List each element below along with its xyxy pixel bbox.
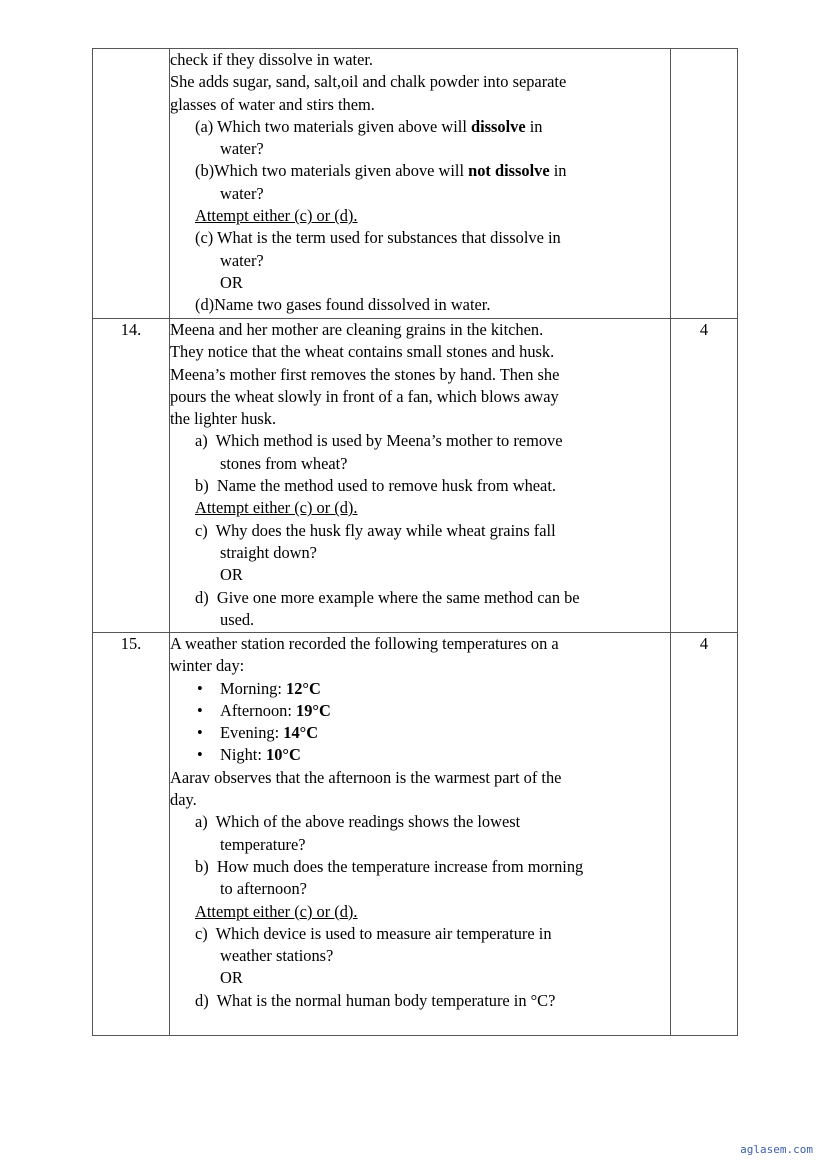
sub-question-a: a) Which of the above readings shows the lowest [195, 812, 521, 832]
question-table [92, 48, 738, 1036]
attempt-instruction: Attempt either (c) or (d). [195, 498, 358, 518]
question-14-body [170, 319, 671, 633]
sub-question-b-cont: to afternoon? [220, 879, 307, 899]
sub-question-b: b) How much does the temperature increase from morning [195, 856, 584, 876]
marks-value: 4 [671, 319, 738, 633]
question-row-14 [93, 319, 738, 633]
sub-question-b-cont: water? [220, 183, 264, 203]
sub-question-c-cont: water? [220, 250, 264, 270]
sub-question-b: b) Name the method used to remove husk from wheat. [195, 476, 556, 496]
sub-question-d-cont: used. [220, 609, 255, 629]
sub-question-d: d) Give one more example where the same method can be [195, 587, 580, 607]
question-number: 14. [93, 319, 170, 633]
question-text: glasses of water and stirs them. [170, 94, 375, 114]
sub-question-c: c) Which device is used to measure air temperature in [195, 923, 552, 943]
sub-question-c-cont: straight down? [220, 542, 317, 562]
question-text: Meena’s mother first removes the stones by hand. Then she [170, 364, 560, 384]
sub-question-d: (d)Name two gases found dissolved in water. [195, 295, 491, 315]
question-text: Aarav observes that the afternoon is the warmest part of the [170, 767, 562, 787]
question-number: 15. [93, 633, 170, 1036]
question-text: check if they dissolve in water. [170, 50, 374, 69]
sub-question-d: d) What is the normal human body temperature in °C? [195, 990, 556, 1010]
question-text: pours the wheat slowly in front of a fan, which blows away [170, 386, 559, 406]
sub-question-c-cont: weather stations? [220, 946, 334, 966]
question-number-cell [93, 49, 170, 319]
sub-question-a-cont: temperature? [220, 834, 306, 854]
temperature-list [170, 678, 670, 767]
marks-cell [671, 49, 738, 319]
sub-question-c: c) Why does the husk fly away while wheat grains fall [195, 520, 556, 540]
question-text: She adds sugar, sand, salt,oil and chalk powder into separate [170, 72, 567, 92]
question-row-13 [93, 49, 738, 319]
question-15-body [170, 633, 671, 1036]
question-text: the lighter husk. [170, 409, 277, 429]
sub-question-a-cont: stones from wheat? [220, 453, 348, 473]
sub-question-c: (c) What is the term used for substances that dissolve in [195, 228, 561, 248]
question-row-15 [93, 633, 738, 1036]
list-item: • Night: 10°C [195, 744, 670, 766]
or-label: OR [220, 968, 243, 988]
attempt-instruction: Attempt either (c) or (d). [195, 901, 358, 921]
list-item: • Afternoon: 19°C [195, 700, 670, 722]
or-label: OR [220, 272, 243, 292]
attempt-instruction: Attempt either (c) or (d). [195, 206, 358, 226]
question-text: A weather station recorded the following temperatures on a [170, 634, 559, 653]
question-text: They notice that the wheat contains small stones and husk. [170, 342, 555, 362]
watermark-link[interactable]: aglasem.com [740, 1143, 813, 1156]
list-item: • Morning: 12°C [195, 678, 670, 700]
sub-question-a: (a) Which two materials given above will dissolve in [195, 116, 543, 136]
sub-question-b: (b)Which two materials given above will not dissolve in [195, 161, 567, 181]
or-label: OR [220, 565, 243, 585]
sub-question-a: a) Which method is used by Meena’s mother to remove [195, 431, 563, 451]
question-13-body [170, 49, 671, 319]
list-item: • Evening: 14°C [195, 722, 670, 744]
sub-question-a-cont: water? [220, 139, 264, 159]
question-text: day. [170, 790, 197, 810]
marks-value: 4 [671, 633, 738, 1036]
question-text: winter day: [170, 656, 245, 676]
question-text: Meena and her mother are cleaning grains in the kitchen. [170, 320, 544, 339]
